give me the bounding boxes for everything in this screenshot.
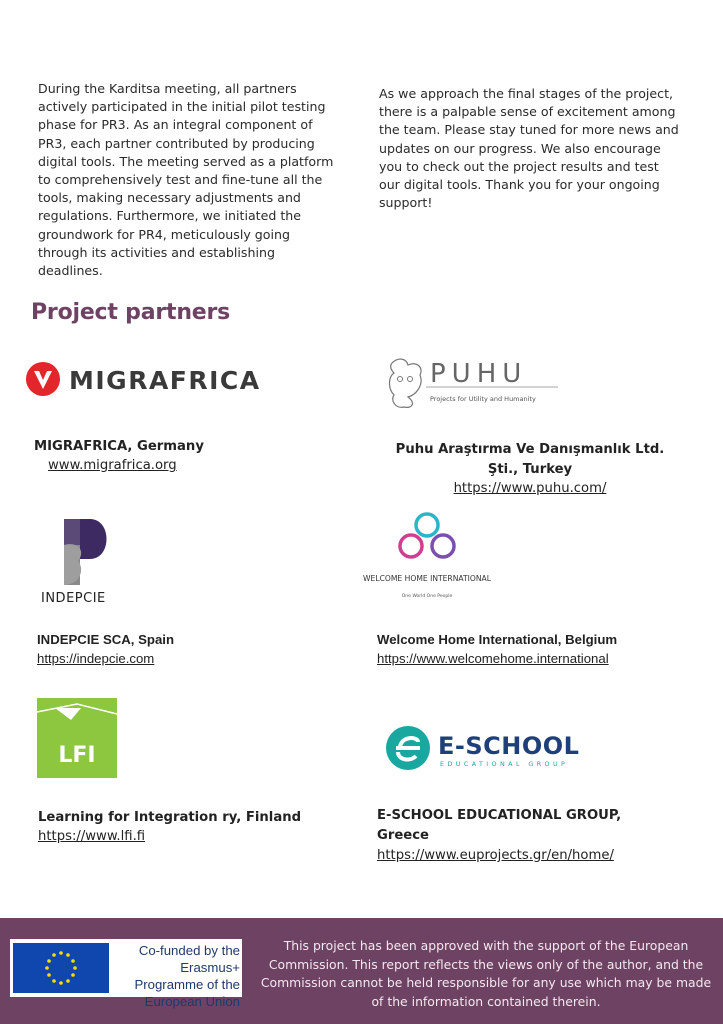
puhu-logo-text: PUHU	[430, 359, 528, 389]
migrafrica-logo-text: MIGRAFRICA	[69, 366, 261, 395]
eschool-logo	[384, 722, 584, 774]
partner-name: Puhu Araştırma Ve Danışmanlık Ltd. Şti., Turkey	[395, 442, 665, 477]
section-title: Project partners	[31, 300, 231, 325]
intro-paragraph-left: During the Karditsa meeting, all partners actively participated in the initial pilot testing phase for PR3. As an integral component of PR3, each partner contributed by producing digital tools. The meeting served as a platform to comprehensively test and fine-tune all the tools, making necessary adjustments and regulations. Furthermore, we initiated the groundwork for PR4, meticulously going through its activities and establishing deadlines.	[38, 81, 334, 279]
welcome-home-logo-subtext: One World One People	[401, 594, 453, 599]
indepcie-logo-text: INDEPCIE	[41, 591, 106, 606]
footer	[0, 918, 723, 1024]
disclaimer-text: This project has been approved with the support of the European Commission. This report reflects the views only of the author, and the Commission cannot be held responsible for any use which may be made of the information contained therein.	[260, 938, 712, 1009]
puhu-logo-subtext: Projects for Utility and Humanity	[430, 395, 536, 403]
eu-funding-badge	[10, 939, 242, 1009]
eu-flag-icon	[13, 943, 109, 993]
partner-name: Welcome Home International, Belgium	[377, 632, 618, 647]
partner-link[interactable]: https://www.euprojects.gr/en/home/	[377, 848, 614, 863]
partner-link[interactable]: https://indepcie.com	[37, 651, 155, 666]
migrafrica-logo	[25, 360, 261, 398]
partner-link[interactable]: www.migrafrica.org	[48, 458, 177, 473]
eschool-logo-subtext: EDUCATIONAL GROUP	[440, 760, 569, 768]
lfi-logo	[37, 698, 117, 778]
lfi-logo-text: LFI	[58, 743, 96, 768]
puhu-logo	[386, 355, 566, 413]
welcome-home-logo	[363, 508, 491, 604]
eu-funding-label: Co-funded by the Erasmus+ Programme of the European Union	[134, 943, 240, 1009]
partner-link[interactable]: https://www.lfi.fi	[38, 829, 146, 844]
welcome-home-logo-text: WELCOME HOME INTERNATIONAL	[363, 574, 491, 583]
partner-name: MIGRAFRICA, Germany	[34, 439, 204, 454]
partner-name: Learning for Integration ry, Finland	[38, 810, 302, 825]
partner-name: INDEPCIE SCA, Spain	[37, 632, 175, 647]
intro-paragraph-right: As we approach the final stages of the project, there is a palpable sense of excitement among the team. Please stay tuned for more news and updates on our progress. We also encourage you to check out the project results and test our digital tools. Thank you for your ongoing support!	[379, 86, 679, 211]
partner-link[interactable]: https://www.puhu.com/	[453, 481, 607, 496]
partner-name: E-SCHOOL EDUCATIONAL GROUP, Greece	[377, 808, 622, 843]
eschool-logo-text: E-SCHOOL	[438, 732, 580, 760]
partner-link[interactable]: https://www.welcomehome.international	[377, 651, 609, 666]
indepcie-logo	[38, 515, 122, 607]
